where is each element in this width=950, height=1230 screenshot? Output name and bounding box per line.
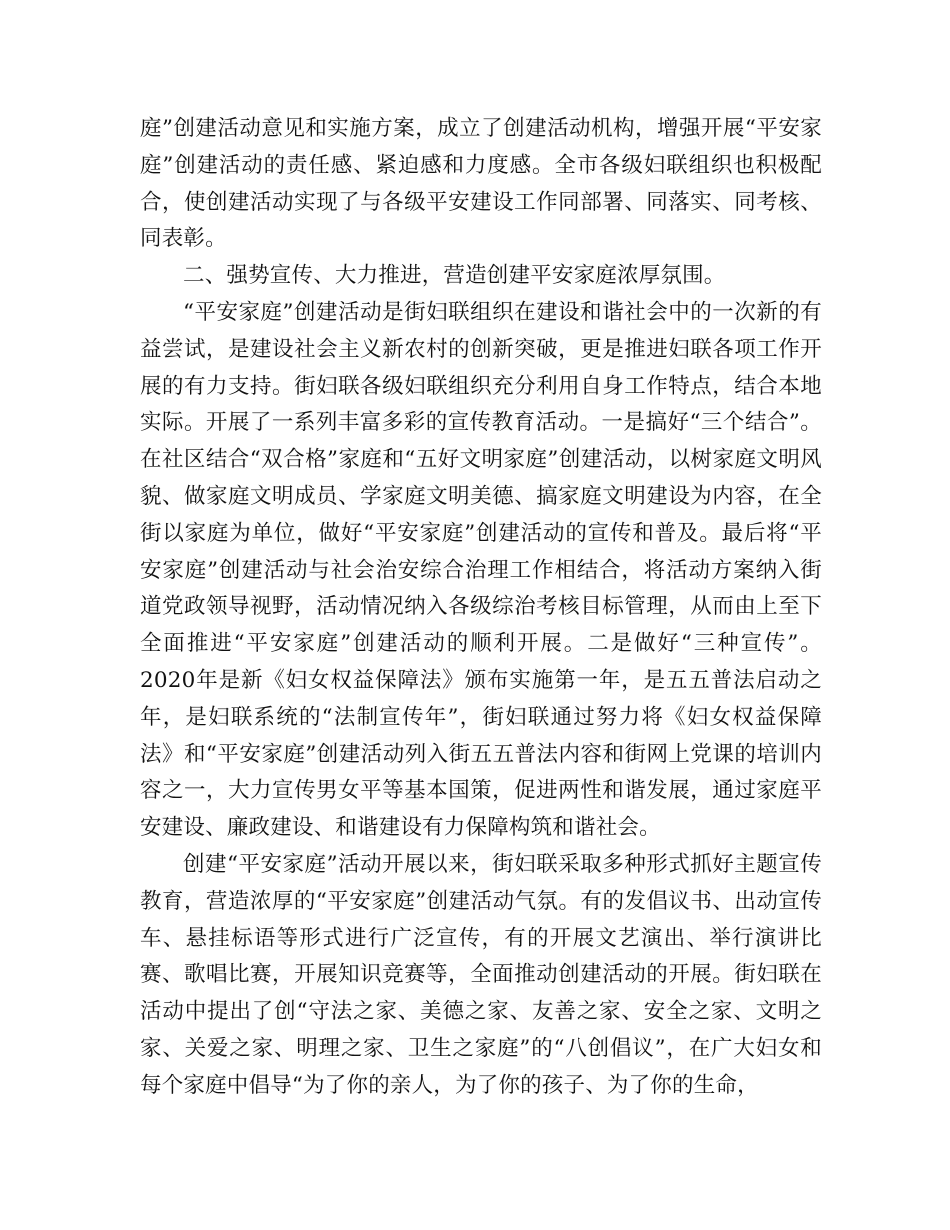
document-body bbox=[140, 111, 822, 1105]
paragraph-continuation: 庭”创建活动意见和实施方案，成立了创建活动机构，增强开展“平安家庭”创建活动的责任感、紧迫感和力度感。全市各级妇联组织也积极配合，使创建活动实现了与各级平安建设工作同部署、同落实、同考核、同表彰。 bbox=[140, 116, 822, 252]
section-heading: 二、强势宣传、大力推进，营造创建平安家庭浓厚氛围。 bbox=[183, 263, 726, 289]
paragraph-body: “平安家庭”创建活动是街妇联组织在建设和谐社会中的一次新的有益尝试，是建设社会主义新农村的创新突破，更是推进妇联各项工作开展的有力支持。街妇联各级妇联组织充分利用自身工作特点，结合本地实际。开展了一系列丰富多彩的宣传教育活动。一是搞好“三个结合”。在社区结合“双合格”家庭和“五好文明家庭”创建活动，以树家庭文明风貌、做家庭文明成员、学家庭文明美德、搞家庭文明建设为内容，在全街以家庭为单位，做好“平安家庭”创建活动的宣传和普及。最后将“平安家庭”创建活动与社会治安综合治理工作相结合，将活动方案纳入街道党政领导视野，活动情况纳入各级综治考核目标管理，从而由上至下全面推进“平安家庭”创建活动的顺利开展。二是做好“三种宣传”。2020年是新《妇女权益保障法》颁布实施第一年，是五五普法启动之年，是妇联系统的“法制宣传年”，街妇联通过努力将《妇女权益保障法》和“平安家庭”创建活动列入街五五普法内容和街网上党课的培训内容之一，大力宣传男女平等基本国策，促进两性和谐发展，通过家庭平安建设、廉政建设、和谐建设有力保障构筑和谐社会。 bbox=[140, 299, 822, 841]
paragraph-body: 创建“平安家庭”活动开展以来，街妇联采取多种形式抓好主题宣传教育，营造浓厚的“平安家庭”创建活动气氛。有的发倡议书、出动宣传车、悬挂标语等形式进行广泛宣传，有的开展文艺演出、举行演讲比赛、歌唱比赛，开展知识竞赛等，全面推动创建活动的开展。街妇联在活动中提出了创“守法之家、美德之家、友善之家、安全之家、文明之家、关爱之家、明理之家、卫生之家庭”的“八创倡议”，在广大妇女和每个家庭中倡导“为了你的亲人，为了你的孩子、为了你的生命， bbox=[140, 851, 822, 1098]
